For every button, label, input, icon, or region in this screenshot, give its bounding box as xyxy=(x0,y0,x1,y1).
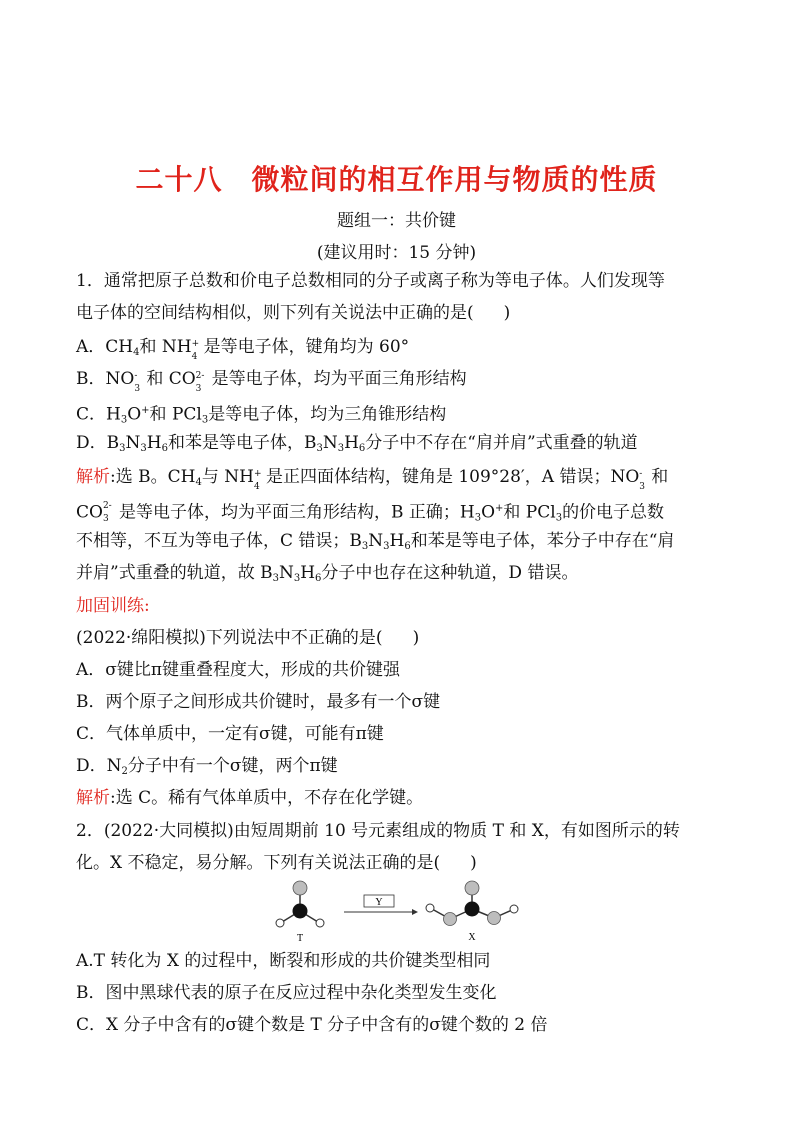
small-white-atom xyxy=(276,919,284,927)
grey-atom xyxy=(293,881,307,895)
q1-option-b: B．NO - 3 和 CO 2- 3 是等电子体，均为平面三角形结构 xyxy=(76,369,467,394)
grey-atom xyxy=(465,881,479,895)
q1-option-d: D．$B_3N_3H_6$和苯是等电子体，$B_3N_3H_6$分子中不存在“肩并肩”式重叠的轨道 xyxy=(76,433,638,454)
grey-atom xyxy=(444,913,457,926)
time-note: (建议用时：15 分钟) xyxy=(316,243,477,263)
subtitle: 题组一：共价键 xyxy=(337,211,456,231)
a1-line2: CO 2- 3 是等电子体，均为平面三角形结构，B 正确；$H_3O^+$和 PCl$_3$的价电子总数 xyxy=(76,501,665,524)
extra-option-a: A．σ键比π键重叠程度大，形成的共价键强 xyxy=(76,660,401,680)
black-atom xyxy=(293,904,308,919)
q1-option-c: C．$H_3O^+$和 PCl$_3$是等电子体，均为三角锥形结构 xyxy=(76,404,447,426)
extra-answer: 解析:选 C。稀有气体单质中，不存在化学键。 xyxy=(76,788,424,808)
reaction-figure xyxy=(260,878,530,946)
small-white-atom xyxy=(316,919,324,927)
q1-stem-line2: 电子体的空间结构相似，则下列有关说法中正确的是( ) xyxy=(76,303,511,323)
label-y: Y xyxy=(375,897,383,908)
a1-line1: 解析:选 B。$CH_4$与 NH + 4 是正四面体结构，键角是 109°28′，A 错误；NO - 3 和 xyxy=(76,467,669,492)
extra-option-b: B．两个原子之间形成共价键时，最多有一个σ键 xyxy=(76,692,441,712)
q2-option-a: A.T 转化为 X 的过程中，断裂和形成的共价键类型相同 xyxy=(76,951,491,971)
q2-stem-line1: 2．(2022·大同模拟)由短周期前 10 号元素组成的物质 T 和 X，有如图所示的转 xyxy=(76,821,680,841)
grey-atom xyxy=(488,912,501,925)
label-x: X xyxy=(468,932,476,943)
small-white-atom xyxy=(426,904,434,912)
extra-label: 加固训练: xyxy=(76,596,150,616)
a1-line4: 并肩”式重叠的轨道，故 $B_3N_3H_6$分子中也存在这种轨道，D 错误。 xyxy=(76,563,579,584)
extra-option-d: D．$N_2$分子中有一个σ键，两个π键 xyxy=(76,756,338,777)
extra-option-c: C．气体单质中，一定有σ键，可能有π键 xyxy=(76,724,384,744)
page-title: 二十八 微粒间的相互作用与物质的性质 xyxy=(135,163,658,196)
molecule-x xyxy=(426,881,518,943)
q2-option-c: C．X 分子中含有的σ键个数是 T 分子中含有的σ键个数的 2 倍 xyxy=(76,1015,548,1035)
molecule-t xyxy=(276,881,324,944)
q2-option-b: B．图中黑球代表的原子在反应过程中杂化类型发生变化 xyxy=(76,983,497,1003)
extra-stem: (2022·绵阳模拟)下列说法中不正确的是( ) xyxy=(76,628,420,648)
a1-line3: 不相等，不互为等电子体，C 错误；$B_3N_3H_6$和苯是等电子体，苯分子中存在“肩 xyxy=(76,531,675,552)
small-white-atom xyxy=(510,905,518,913)
reaction-arrow xyxy=(344,895,418,915)
q1-stem-line1: 1．通常把原子总数和价电子总数相同的分子或离子称为等电子体。人们发现等 xyxy=(76,271,665,291)
q2-stem-line2: 化。X 不稳定，易分解。下列有关说法正确的是( ) xyxy=(76,853,477,873)
black-atom xyxy=(465,902,480,917)
label-t: T xyxy=(296,933,304,944)
q1-option-a: A．$CH_4$和 NH + 4 是等电子体，键角均为 60° xyxy=(76,337,410,362)
